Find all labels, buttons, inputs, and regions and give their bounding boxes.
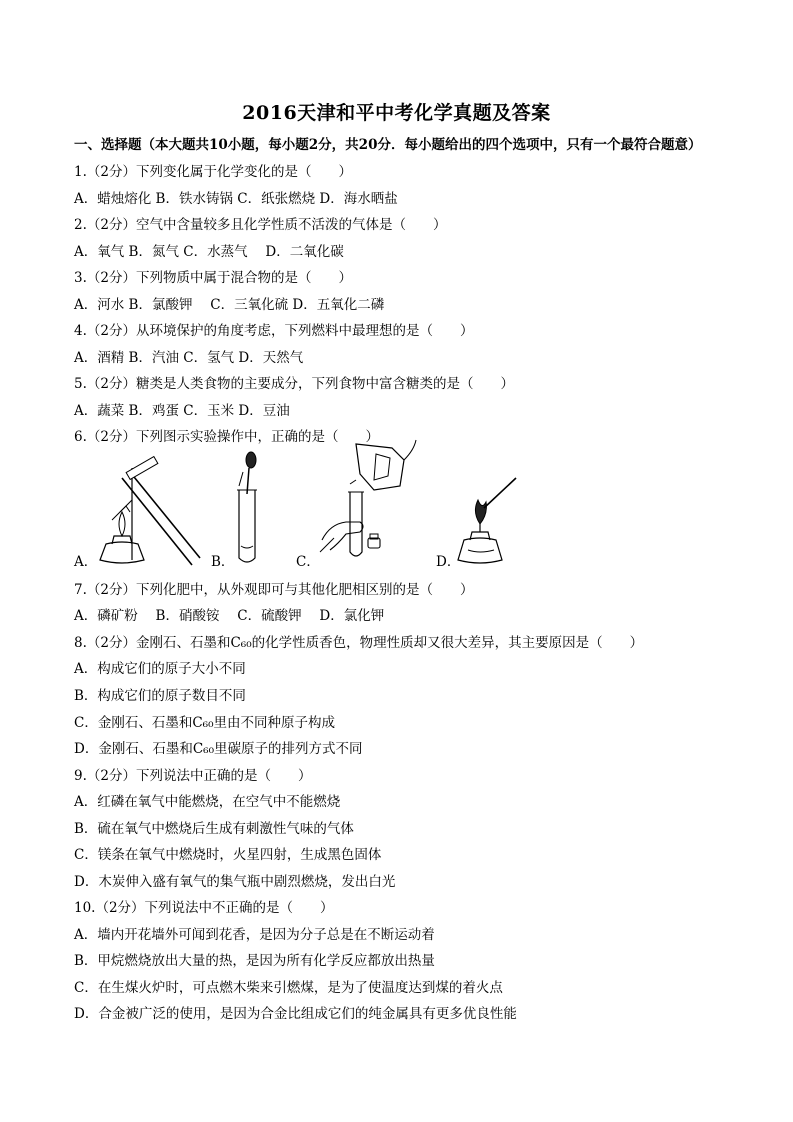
page-title: 2016天津和平中考化学真题及答案 [242, 102, 551, 124]
question-3-options: A．河水 B．氯酸钾 C．三氧化硫 D．五氧化二磷 [74, 297, 385, 313]
question-9-option-a: A．红磷在氧气中能燃烧，在空气中不能燃烧 [74, 794, 341, 810]
question-4-options: A．酒精 B．汽油 C．氢气 D．天然气 [74, 350, 304, 366]
question-6-figures [74, 440, 524, 570]
question-10-option-c: C．在生煤火炉时，可点燃木柴来引燃煤，是为了使温度达到煤的着火点 [74, 980, 503, 996]
heating-test-tube-figure [92, 460, 212, 565]
question-8-option-b: B．构成它们的原子数目不同 [74, 688, 246, 704]
question-8-option-d: D．金刚石、石墨和C₆₀里碳原子的排列方式不同 [74, 741, 363, 757]
dropper-test-tube-figure [229, 450, 279, 565]
question-10-stem: 10.（2分）下列说法中不正确的是（ ） [74, 900, 334, 916]
question-10-option-d: D．合金被广泛的使用，是因为合金比组成它们的纯金属具有更多优良性能 [74, 1006, 517, 1022]
figure-c-label: C． [296, 554, 320, 570]
question-5-options: A．蔬菜 B．鸡蛋 C．玉米 D．豆油 [74, 403, 290, 419]
question-4-stem: 4.（2分）从环境保护的角度考虑，下列燃料中最理想的是（ ） [74, 323, 474, 339]
question-8-stem: 8.（2分）金刚石、石墨和C₆₀的化学性质香色，物理性质却又很大差异，其主要原因是（ ） [74, 635, 644, 651]
lighting-alcohol-lamp-figure [454, 470, 524, 565]
question-9-option-d: D．木炭伸入盛有氧气的集气瓶中剧烈燃烧，发出白光 [74, 874, 396, 890]
question-1-options: A．蜡烛熔化 B．铁水铸锅 C．纸张燃烧 D．海水晒盐 [74, 191, 398, 207]
figure-b-label: B． [211, 554, 235, 570]
question-10-option-b: B．甲烷燃烧放出大量的热，是因为所有化学反应都放出热量 [74, 953, 435, 969]
question-3-stem: 3.（2分）下列物质中属于混合物的是（ ） [74, 270, 352, 286]
section-heading: 一、选择题（本大题共10小题，每小题2分，共20分．每小题给出的四个选项中，只有一个最符合题意） [74, 137, 702, 153]
pouring-liquid-figure [316, 440, 426, 565]
question-10-option-a: A．墙内开花墙外可闻到花香，是因为分子总是在不断运动着 [74, 927, 435, 943]
question-8-option-a: A．构成它们的原子大小不同 [74, 661, 246, 677]
question-2-stem: 2.（2分）空气中含量较多且化学性质不活泼的气体是（ ） [74, 217, 447, 233]
question-5-stem: 5.（2分）糖类是人类食物的主要成分，下列食物中富含糖类的是（ ） [74, 376, 514, 392]
question-9-stem: 9.（2分）下列说法中正确的是（ ） [74, 768, 312, 784]
figure-d-label: D． [436, 554, 461, 570]
question-7-options: A．磷矿粉 B．硝酸铵 C．硫酸钾 D．氯化钾 [74, 608, 385, 624]
question-2-options: A．氧气 B．氮气 C．水蒸气 D．二氧化碳 [74, 244, 344, 260]
question-8-option-c: C．金刚石、石墨和C₆₀里由不同种原子构成 [74, 715, 335, 731]
question-7-stem: 7.（2分）下列化肥中，从外观即可与其他化肥相区别的是（ ） [74, 582, 474, 598]
question-6-stem: 6.（2分）下列图示实验操作中，正确的是（ ） [74, 429, 379, 445]
question-9-option-c: C．镁条在氧气中燃烧时，火星四射，生成黑色固体 [74, 847, 382, 863]
figure-a-label: A． [74, 554, 98, 570]
question-9-option-b: B．硫在氧气中燃烧后生成有刺激性气味的气体 [74, 821, 354, 837]
question-1-stem: 1.（2分）下列变化属于化学变化的是（ ） [74, 164, 352, 180]
